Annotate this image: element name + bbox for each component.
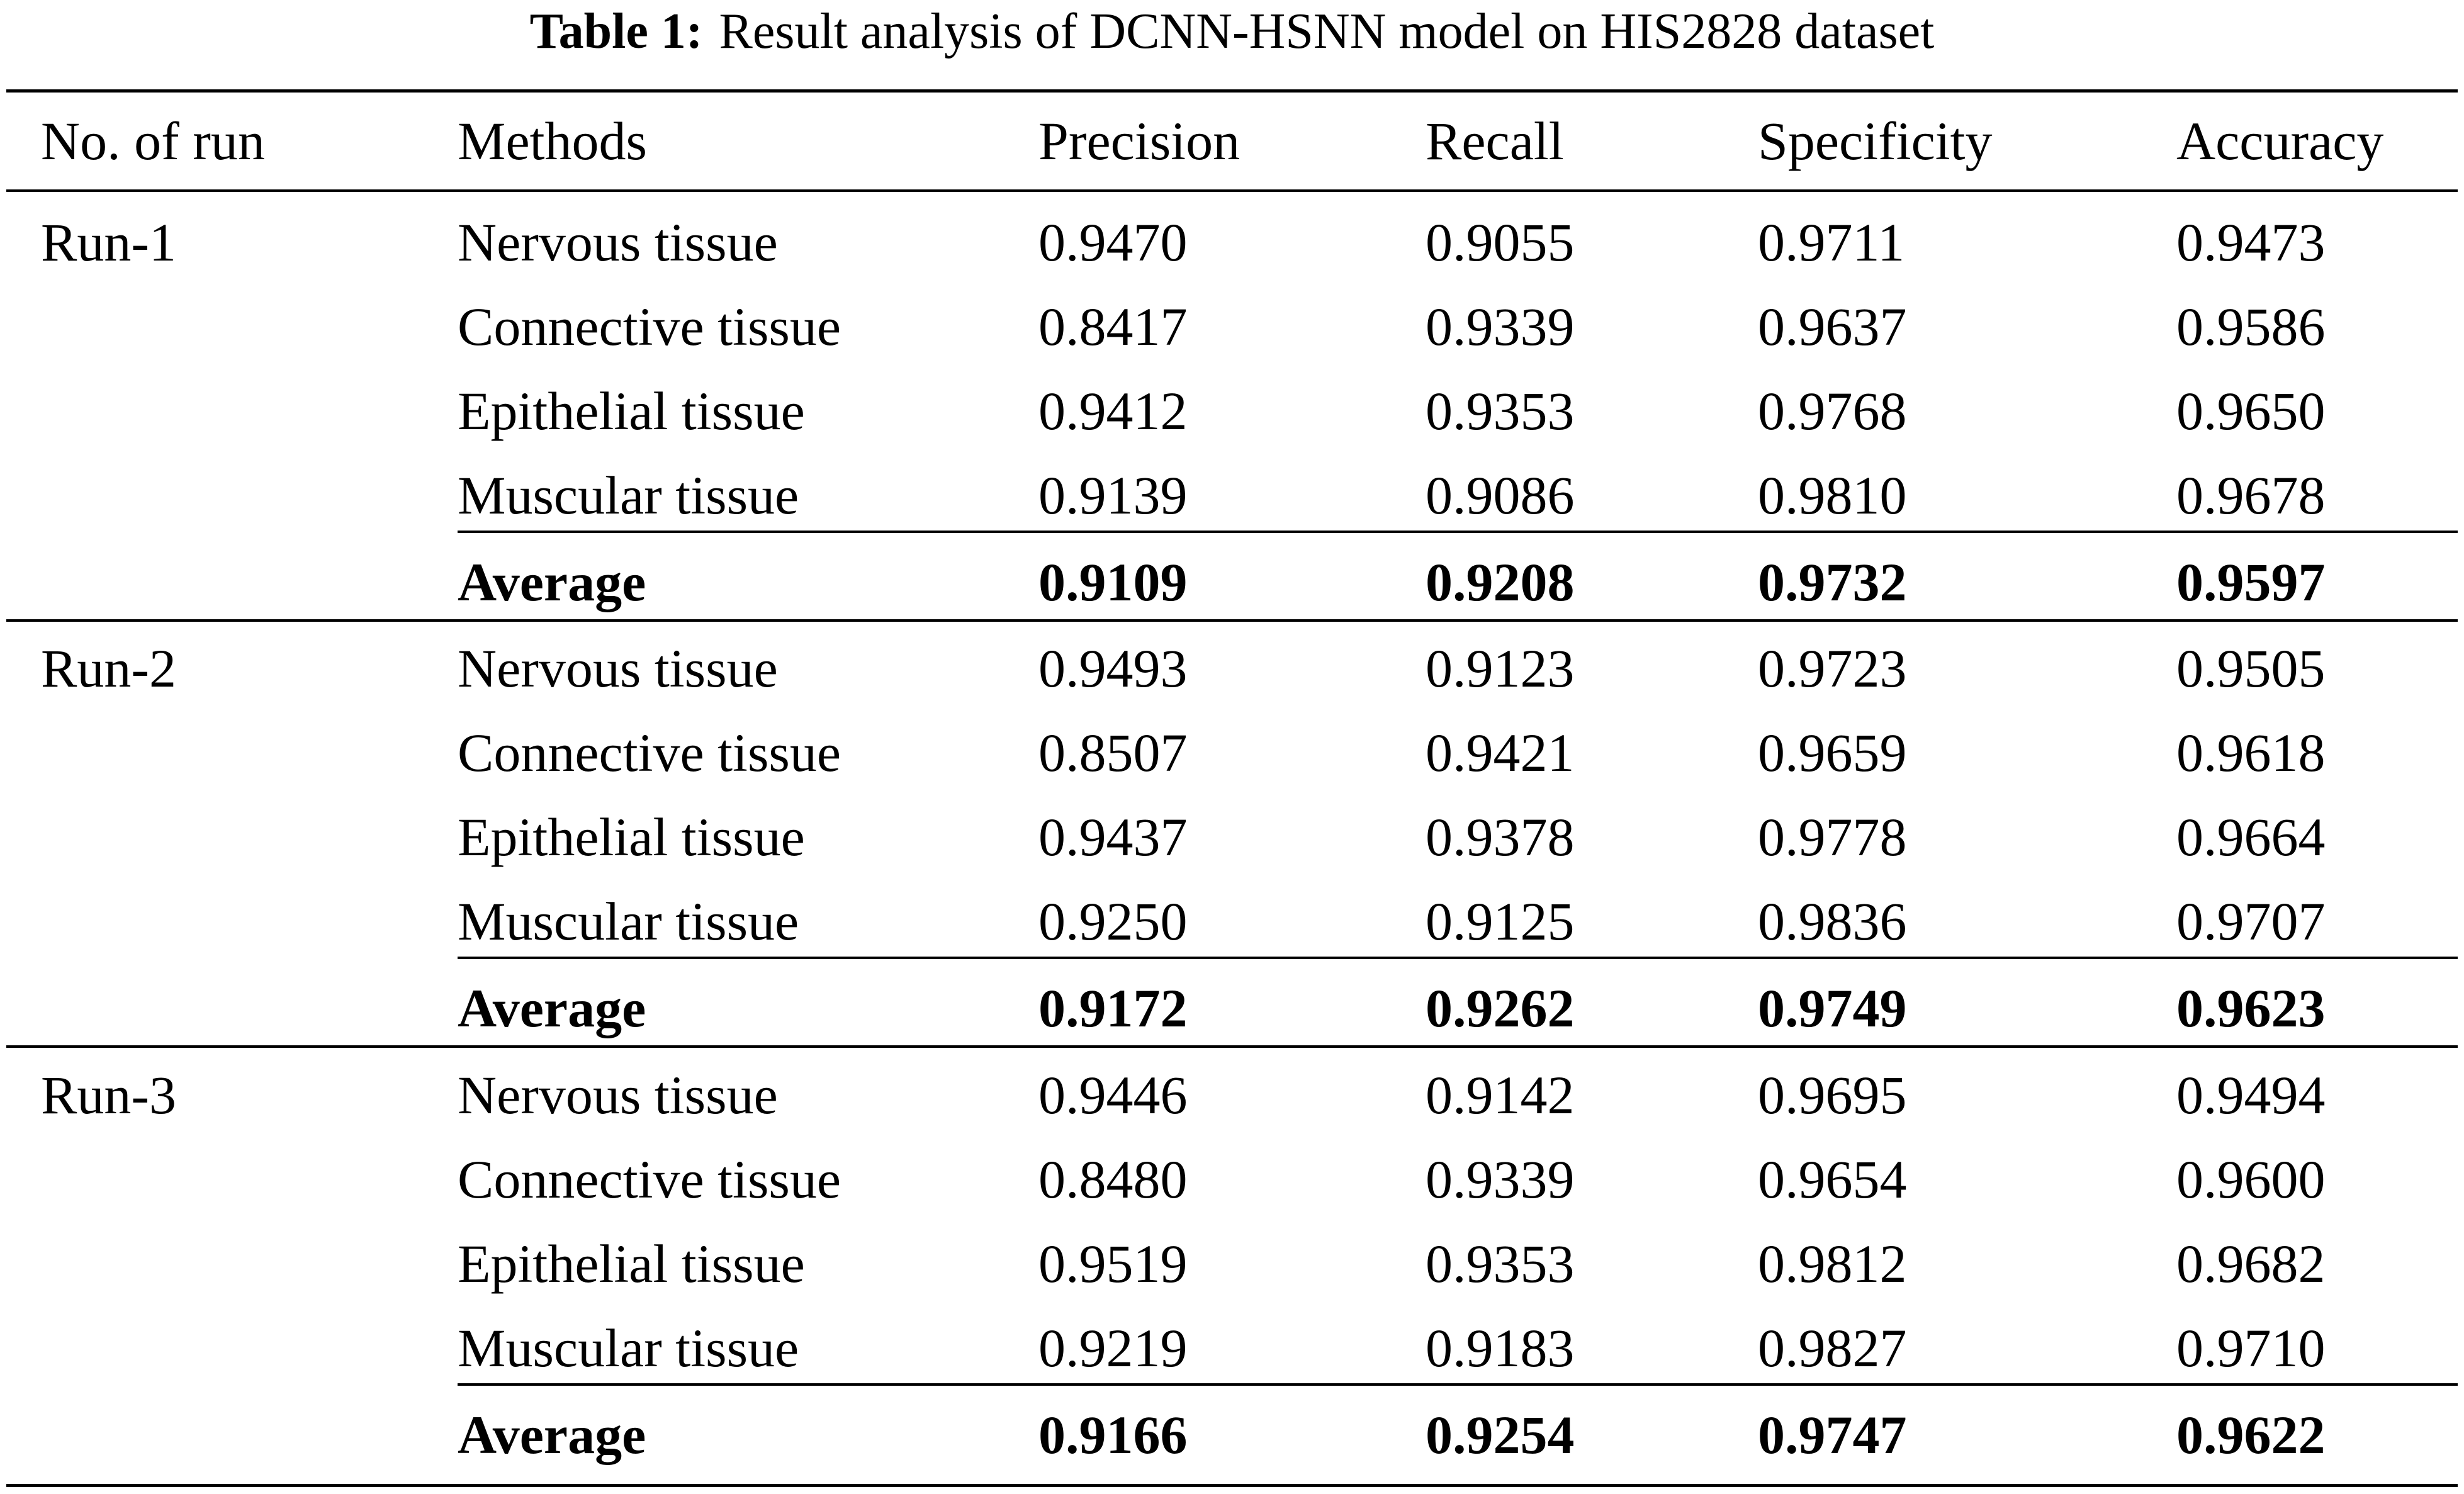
accuracy-cell: 0.9664	[2176, 807, 2326, 867]
precision-cell: 0.8507	[1038, 722, 1188, 783]
average-precision: 0.9109	[1038, 552, 1188, 612]
header-recall: Recall	[1426, 111, 1564, 171]
accuracy-cell: 0.9505	[2176, 638, 2326, 699]
method-cell: Epithelial tissue	[458, 1233, 805, 1294]
accuracy-cell: 0.9682	[2176, 1233, 2326, 1294]
average-label: Average	[458, 1405, 646, 1465]
accuracy-cell: 0.9707	[2176, 891, 2326, 952]
run-label: Run-3	[41, 1065, 176, 1125]
precision-cell: 0.9437	[1038, 807, 1188, 867]
top-rule	[6, 89, 2458, 93]
specificity-cell: 0.9659	[1758, 722, 1907, 783]
method-cell: Nervous tissue	[458, 212, 778, 272]
specificity-cell: 0.9711	[1758, 212, 1905, 272]
average-specificity: 0.9747	[1758, 1405, 1907, 1465]
method-cell: Muscular tissue	[458, 465, 799, 525]
recall-cell: 0.9421	[1426, 722, 1575, 783]
method-cell: Epithelial tissue	[458, 807, 805, 867]
accuracy-cell: 0.9618	[2176, 722, 2326, 783]
recall-cell: 0.9353	[1426, 381, 1575, 441]
method-cell: Epithelial tissue	[458, 381, 805, 441]
precision-cell: 0.9219	[1038, 1318, 1188, 1378]
method-cell: Muscular tissue	[458, 1318, 799, 1378]
run-separator-rule	[6, 1045, 2458, 1048]
average-accuracy: 0.9597	[2176, 552, 2326, 612]
specificity-cell: 0.9827	[1758, 1318, 1907, 1378]
specificity-cell: 0.9695	[1758, 1065, 1907, 1125]
accuracy-cell: 0.9650	[2176, 381, 2326, 441]
accuracy-cell: 0.9586	[2176, 296, 2326, 357]
precision-cell: 0.9250	[1038, 891, 1188, 952]
method-cell: Nervous tissue	[458, 1065, 778, 1125]
specificity-cell: 0.9810	[1758, 465, 1907, 525]
specificity-cell: 0.9812	[1758, 1233, 1907, 1294]
average-specificity: 0.9749	[1758, 978, 1907, 1038]
header-precision: Precision	[1038, 111, 1240, 171]
accuracy-cell: 0.9678	[2176, 465, 2326, 525]
average-recall: 0.9262	[1426, 978, 1575, 1038]
specificity-cell: 0.9637	[1758, 296, 1907, 357]
average-recall: 0.9254	[1426, 1405, 1575, 1465]
specificity-cell: 0.9654	[1758, 1149, 1907, 1210]
specificity-cell: 0.9723	[1758, 638, 1907, 699]
precision-cell: 0.9493	[1038, 638, 1188, 699]
recall-cell: 0.9055	[1426, 212, 1575, 272]
header-accuracy: Accuracy	[2176, 111, 2384, 171]
recall-cell: 0.9183	[1426, 1318, 1575, 1378]
precision-cell: 0.8480	[1038, 1149, 1188, 1210]
recall-cell: 0.9339	[1426, 296, 1575, 357]
average-label: Average	[458, 978, 646, 1038]
method-cell: Connective tissue	[458, 296, 841, 357]
recall-cell: 0.9086	[1426, 465, 1575, 525]
table-caption	[0, 0, 2464, 63]
method-cell: Connective tissue	[458, 722, 841, 783]
caption-label: Table 1:	[529, 3, 703, 59]
run-label: Run-2	[41, 638, 176, 699]
run-separator-rule	[6, 619, 2458, 622]
specificity-cell: 0.9778	[1758, 807, 1907, 867]
specificity-cell: 0.9836	[1758, 891, 1907, 952]
method-cell: Nervous tissue	[458, 638, 778, 699]
average-accuracy: 0.9623	[2176, 978, 2326, 1038]
average-precision: 0.9172	[1038, 978, 1188, 1038]
recall-cell: 0.9123	[1426, 638, 1575, 699]
average-precision: 0.9166	[1038, 1405, 1188, 1465]
method-cell: Connective tissue	[458, 1149, 841, 1210]
average-recall: 0.9208	[1426, 552, 1575, 612]
average-accuracy: 0.9622	[2176, 1405, 2326, 1465]
recall-cell: 0.9353	[1426, 1233, 1575, 1294]
header-run: No. of run	[41, 111, 265, 171]
recall-cell: 0.9378	[1426, 807, 1575, 867]
recall-cell: 0.9125	[1426, 891, 1575, 952]
precision-cell: 0.9446	[1038, 1065, 1188, 1125]
recall-cell: 0.9339	[1426, 1149, 1575, 1210]
precision-cell: 0.9519	[1038, 1233, 1188, 1294]
accuracy-cell: 0.9494	[2176, 1065, 2326, 1125]
precision-cell: 0.9470	[1038, 212, 1188, 272]
header-specificity: Specificity	[1758, 111, 1993, 171]
method-cell: Muscular tissue	[458, 891, 799, 952]
header-methods: Methods	[458, 111, 647, 171]
accuracy-cell: 0.9710	[2176, 1318, 2326, 1378]
average-specificity: 0.9732	[1758, 552, 1907, 612]
precision-cell: 0.8417	[1038, 296, 1188, 357]
accuracy-cell: 0.9473	[2176, 212, 2326, 272]
precision-cell: 0.9412	[1038, 381, 1188, 441]
average-label: Average	[458, 552, 646, 612]
header-rule	[6, 189, 2458, 192]
run-label: Run-1	[41, 212, 176, 272]
recall-cell: 0.9142	[1426, 1065, 1575, 1125]
precision-cell: 0.9139	[1038, 465, 1188, 525]
specificity-cell: 0.9768	[1758, 381, 1907, 441]
caption-text: Result analysis of DCNN-HSNN model on HIS2828 dataset	[719, 3, 1935, 59]
accuracy-cell: 0.9600	[2176, 1149, 2326, 1210]
bottom-rule	[6, 1484, 2458, 1487]
